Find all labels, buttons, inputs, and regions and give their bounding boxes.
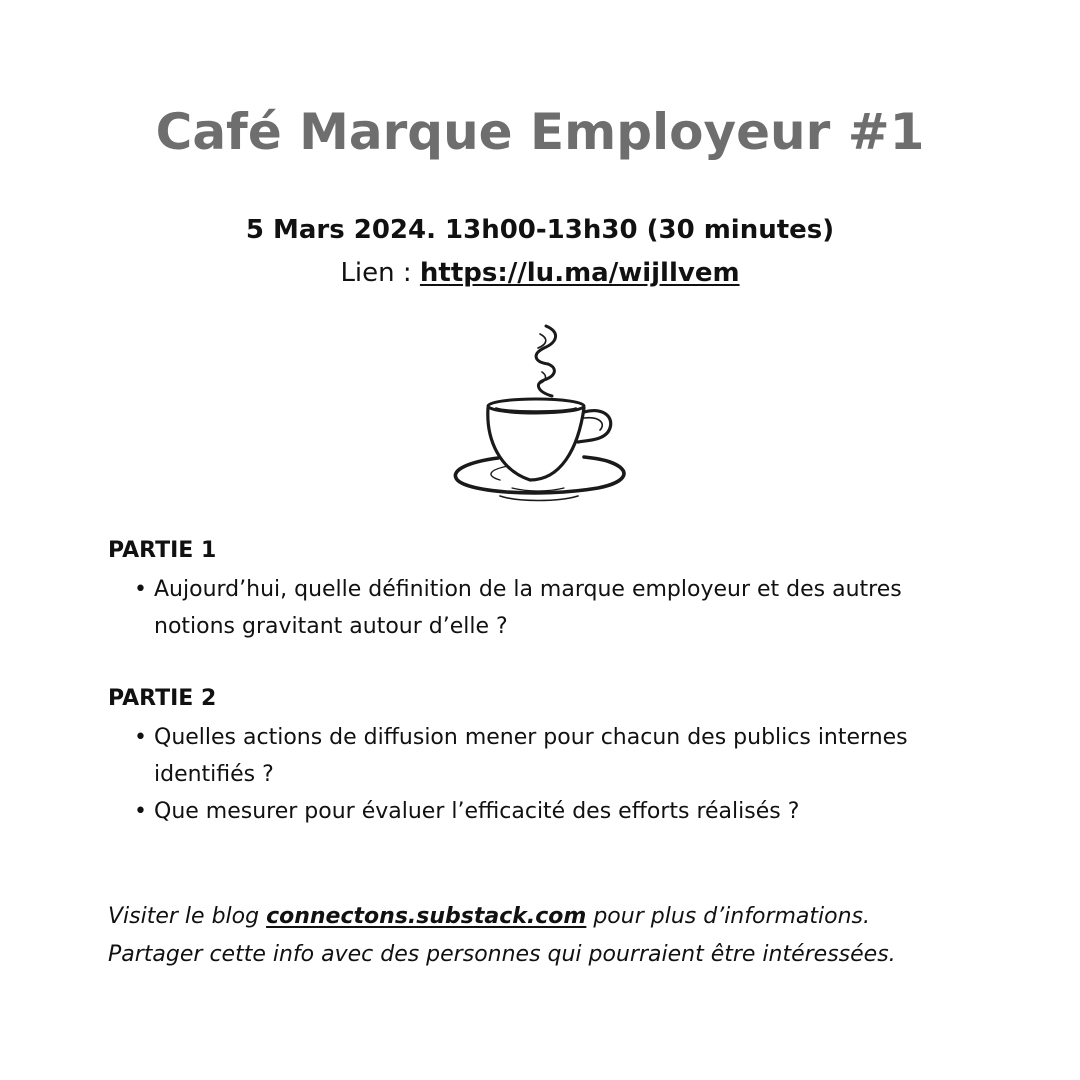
part-2-list xyxy=(108,719,988,830)
event-datetime: 5 Mars 2024. 13h00-13h30 (30 minutes) xyxy=(245,215,835,245)
event-link[interactable]: https://lu.ma/wijllvem xyxy=(419,258,740,288)
bullet-icon: • xyxy=(134,577,147,602)
list-item-continuation: identifiés ? xyxy=(154,762,274,787)
part-2-title: PARTIE 2 xyxy=(108,686,217,711)
part-2-section xyxy=(108,686,988,830)
link-label: Lien : xyxy=(340,258,412,288)
list-item: • Quelles actions de diffusion mener pour chacun des publics internes xyxy=(154,719,988,756)
coffee-cup-icon xyxy=(448,320,632,510)
list-item: • Aujourd’hui, quelle définition de la marque employeur et des autres xyxy=(154,571,988,608)
event-link-line xyxy=(0,258,1080,288)
list-item: • Que mesurer pour évaluer l’efficacité des efforts réalisés ? xyxy=(154,793,988,830)
part-1-section xyxy=(108,538,988,645)
page-title: Café Marque Employeur #1 xyxy=(155,103,925,161)
blog-link[interactable]: connectons.substack.com xyxy=(266,904,587,929)
footer xyxy=(108,898,1008,974)
footer-line-1: Visiter le blog connectons.substack.com pour plus d’informations. xyxy=(108,904,870,929)
bullet-icon: • xyxy=(134,725,147,750)
footer-line-2: Partager cette info avec des personnes qui pourraient être intéressées. xyxy=(108,942,896,967)
part-1-list xyxy=(108,571,988,645)
bullet-icon: • xyxy=(134,799,147,824)
list-item-continuation: notions gravitant autour d’elle ? xyxy=(154,614,508,639)
part-1-title: PARTIE 1 xyxy=(108,538,217,563)
